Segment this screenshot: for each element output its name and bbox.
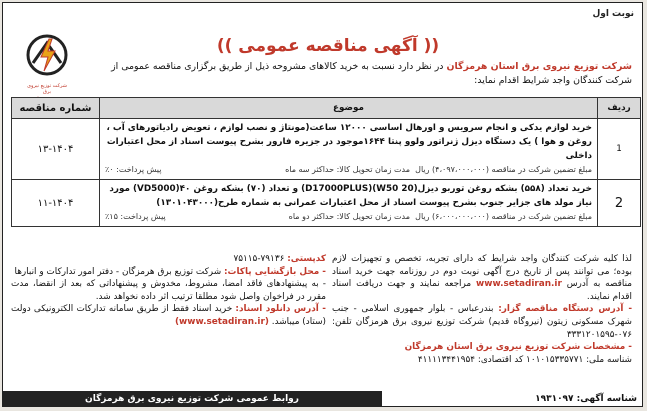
table-row (12, 119, 641, 180)
notice-id: شناسه آگهی: ۱۹۳۱۰۹۷ (535, 394, 637, 404)
page-title: (( آگهی مناقصه عمومی )) (216, 36, 440, 56)
company-logo (23, 33, 71, 95)
logo-caption-1: شرکت توزیع نیروی برق (27, 83, 67, 95)
tender-number: ۱۳-۱۴۰۴ (12, 119, 100, 180)
tender-table (11, 97, 641, 227)
row-subject (100, 180, 598, 227)
row-number: 1 (598, 119, 641, 180)
company-spec-label: - مشخصات شرکت توزیع نیروی برق استان هرمزگان (404, 342, 632, 353)
row-meta (105, 210, 592, 224)
header-tender-number: شماره مناقصه (12, 98, 100, 119)
conditions-text-2: مراجعه نمایند و جهت دریافت اسناد اقدام نمایند. (332, 279, 632, 302)
notice-frame (2, 2, 643, 407)
row-number: 2 (598, 180, 641, 227)
download-label: - آدرس دانلود اسناد: (235, 304, 326, 315)
phone-text: تلفن: ۰۷۶-۳۳۳۱۲۰۱۵۹۵ (332, 316, 632, 340)
header-subject: موضوع (100, 98, 598, 119)
footer (2, 391, 643, 407)
company-spec-text: شناسه ملی: ۱۰۱۰۱۵۳۳۵۷۷۱ کد اقتصادی: ۴۱۱۱۱۳۴۴۱۹۵۴ (417, 354, 632, 365)
conditions-text: لذا کلیه شرکت کنندگان واجد شرایط که دارای تجربه، تخصص و تجهیزات لازم بوده؛ می توانند پس از تاریخ درج آگهی نوبت دوم در روزنامه جهت خرید اسناد مناقصه به آدرس (332, 254, 633, 290)
opening-location-label: - محل بازگشایی پاکات: (223, 266, 326, 277)
notice-number: نوبت اول (592, 9, 634, 19)
address-text: بندرعباس - بلوار جمهوری اسلامی - جنب شهرک مسکونی زیتون (نیروگاه قدیم) شرکت توزیع نیروی برق هرمزگان (332, 304, 632, 327)
prepay-text: پیش پرداخت: ۱۵٪ (105, 212, 166, 221)
address-label: - آدرس دستگاه مناقصه گزار: (498, 304, 632, 315)
intro-company: شرکت توزیع نیروی برق استان هرمزگان (446, 61, 632, 72)
table-header-row (12, 98, 641, 119)
header-row-number: ردیف (598, 98, 641, 119)
download-text: خرید اسناد فقط از طریق سامانه تدارکات الکترونیکی دولت (ستاد) میباشد. (11, 304, 326, 327)
setad-link[interactable]: www.setadiran.ir (476, 279, 562, 290)
public-relations-banner: روابط عمومی شرکت توزیع نیروی برق هرمزگان (2, 391, 382, 407)
table-row (12, 180, 641, 227)
intro-text: در نظر دارد نسبت به خرید کالاهای مشروحه ذیل از طریق برگزاری مناقصه عمومی از شرکت کنندگان واجد شرایط اقدام نماید: (111, 61, 632, 86)
intro-paragraph (92, 60, 632, 88)
postal-label: کدپستی: (287, 254, 326, 264)
subject-text: خرید تعداد (۵۵۸) بشکه روغن توربو دیزل(20 W50)(D17000PLUS) و تعداد (۷۰) بشکه روغن ۴۰(VD5000) مورد نیاز مولد های جزایر جنوب بشرح پیوست اسناد از محل اعتبارات عمرانی به شماره طرح(۱۳۰۱۰۴۳۰۰۰) (109, 184, 592, 208)
tender-number: ۱۱-۱۴۰۴ (12, 180, 100, 227)
opening-location: شرکت توزیع برق هرمزگان - دفتر امور تدارکات و انبارها (14, 266, 222, 277)
rejection-note: - به پیشنهادهای فاقد امضا، مشروط، مخدوش و پیشنهاداتی که بعد از انقضا، مدت مقرر در فراخوان واصل شود مطلقا ترتیب اثر داده نخواهد شد. (11, 279, 326, 302)
logo-icon (25, 33, 69, 77)
row-subject (100, 119, 598, 180)
guarantee-text: مبلغ تضمین شرکت در مناقصه (۴،۰۹۷،۰۰۰،۰۰۰) ریال مدت زمان تحویل کالا: حداکثر سه ماه (285, 165, 592, 174)
postal-code: ۷۹۱۳۶-۷۵۱۱۵ (233, 254, 285, 264)
prepay-text: پیش پرداخت: ۰٪ (105, 165, 162, 174)
guarantee-text: مبلغ تضمین شرکت در مناقصه (۶،۰۰۰،۰۰۰،۰۰۰) ریال مدت زمان تحویل کالا: حداکثر دو ماه (288, 212, 592, 221)
download-link[interactable]: (www.setadiran.ir) (174, 316, 269, 327)
subject-text: خرید لوازم یدکی و انجام سرویس و اورهال اساسی ۱۲۰۰۰ ساعت(مونتاژ و نصب لوازم ، تعویض رادیاتورهای آب ، روغن و هوا ) یک دستگاه دیزل ژنراتور ولوو پنتا ۱۶۴۴موجود در جزیره فارور بشرح پیوست اسناد از محل اعتبارات داخلی (106, 123, 592, 161)
row-meta (105, 163, 592, 177)
conditions-left (11, 253, 326, 329)
conditions-right (332, 253, 632, 366)
